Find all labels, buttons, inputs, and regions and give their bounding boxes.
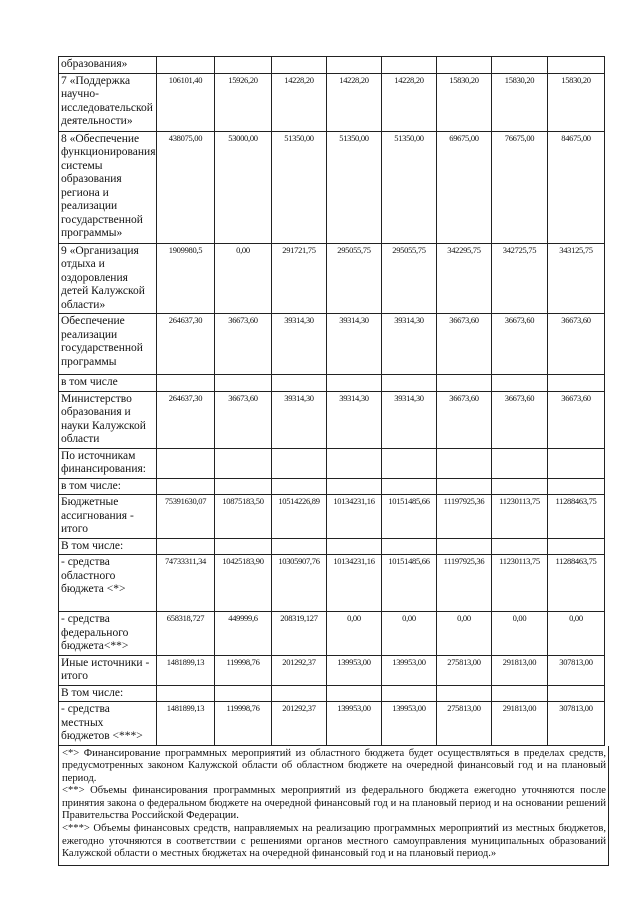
value-cell [215,478,272,495]
value-cell [157,685,215,702]
row-label: По источникам финансирования: [59,448,157,478]
value-cell: 201292,37 [272,702,327,746]
value-cell: 51350,00 [272,131,327,243]
value-cell: 39314,30 [382,391,437,448]
value-cell: 0,00 [492,612,548,656]
footnotes [58,746,609,866]
value-cell: 10875183,50 [215,495,272,539]
value-cell: 11288463,75 [548,555,605,612]
value-cell: 119998,76 [215,702,272,746]
row-label: образования» [59,57,157,74]
row-label: Министерство образования и науки Калужской области [59,391,157,448]
table-row [59,375,605,392]
value-cell: 11288463,75 [548,495,605,539]
footnote-regional: <*> Финансирование программных мероприятий из областного бюджета будет осуществляться в пределах средств, предусмотренных законом Калужской области об областном бюджете на очередной финансовый год и на плановый период. [62,747,606,784]
row-label: - средства местных бюджетов <***> [59,702,157,746]
value-cell: 36673,60 [548,391,605,448]
value-cell: 106101,40 [157,73,215,131]
value-cell [157,57,215,74]
value-cell: 36673,60 [492,391,548,448]
table-row [59,73,605,131]
value-cell [492,685,548,702]
value-cell: 658318,727 [157,612,215,656]
document-page [58,56,604,866]
value-cell [215,685,272,702]
row-label: В том числе: [59,538,157,555]
value-cell: 139953,00 [382,655,437,685]
value-cell: 10151485,66 [382,495,437,539]
value-cell: 139953,00 [382,702,437,746]
value-cell: 10514226,89 [272,495,327,539]
value-cell: 15926,20 [215,73,272,131]
row-label: в том числе: [59,478,157,495]
value-cell [382,375,437,392]
value-cell [437,375,492,392]
value-cell [157,375,215,392]
value-cell [437,448,492,478]
row-label: Бюджетные ассигнования - итого [59,495,157,539]
row-label: в том числе [59,375,157,392]
value-cell: 291813,00 [492,655,548,685]
value-cell [157,448,215,478]
value-cell: 0,00 [548,612,605,656]
budget-table [58,56,605,746]
value-cell [492,538,548,555]
value-cell [272,685,327,702]
value-cell: 139953,00 [327,655,382,685]
value-cell: 201292,37 [272,655,327,685]
value-cell: 15830,20 [492,73,548,131]
value-cell: 295055,75 [327,243,382,314]
row-label: 8 «Обеспечение функционирования системы образования региона и реализации государственной программы» [59,131,157,243]
value-cell: 11197925,36 [437,495,492,539]
value-cell [382,538,437,555]
value-cell: 1909980,5 [157,243,215,314]
value-cell [548,478,605,495]
table-row [59,702,605,746]
value-cell: 0,00 [437,612,492,656]
value-cell: 0,00 [382,612,437,656]
value-cell [548,538,605,555]
value-cell: 69675,00 [437,131,492,243]
table-row [59,57,605,74]
value-cell [327,57,382,74]
table-row [59,495,605,539]
value-cell: 39314,30 [272,314,327,375]
table-row [59,612,605,656]
value-cell: 0,00 [327,612,382,656]
value-cell: 51350,00 [382,131,437,243]
row-label: 9 «Организация отдыха и оздоровления детей Калужской области» [59,243,157,314]
value-cell [437,685,492,702]
value-cell: 438075,00 [157,131,215,243]
value-cell: 14228,20 [382,73,437,131]
table-row [59,555,605,612]
value-cell: 342295,75 [437,243,492,314]
value-cell: 10151485,66 [382,555,437,612]
table-row [59,314,605,375]
value-cell: 36673,60 [437,391,492,448]
value-cell: 36673,60 [437,314,492,375]
value-cell: 208319,127 [272,612,327,656]
footnote-federal: <**> Объемы финансирования программных мероприятий из федерального бюджета ежегодно уточняются после принятия закона о федеральном бюджете на очередной финансовый год и на плановый период и на основании решений Правительства Российской Федерации. [62,785,606,822]
table-row [59,243,605,314]
value-cell [215,375,272,392]
value-cell [327,375,382,392]
value-cell: 10134231,16 [327,495,382,539]
value-cell [548,448,605,478]
table-row [59,685,605,702]
value-cell: 307813,00 [548,702,605,746]
value-cell: 291721,75 [272,243,327,314]
value-cell [382,478,437,495]
value-cell: 39314,30 [382,314,437,375]
value-cell: 1481899,13 [157,655,215,685]
value-cell: 15830,20 [548,73,605,131]
value-cell: 11230113,75 [492,555,548,612]
value-cell: 36673,60 [492,314,548,375]
value-cell: 36673,60 [548,314,605,375]
value-cell: 36673,60 [215,314,272,375]
value-cell: 14228,20 [327,73,382,131]
value-cell: 10425183,90 [215,555,272,612]
value-cell [157,538,215,555]
row-label: Иные источники - итого [59,655,157,685]
value-cell [215,538,272,555]
value-cell [157,478,215,495]
value-cell [215,448,272,478]
value-cell: 307813,00 [548,655,605,685]
value-cell [327,448,382,478]
table-row [59,538,605,555]
table-row [59,391,605,448]
value-cell: 449999,6 [215,612,272,656]
value-cell [437,57,492,74]
value-cell: 39314,30 [272,391,327,448]
value-cell [492,375,548,392]
table-row [59,655,605,685]
value-cell: 0,00 [215,243,272,314]
table-row [59,478,605,495]
value-cell [382,685,437,702]
value-cell: 275813,00 [437,655,492,685]
value-cell [492,57,548,74]
value-cell [327,538,382,555]
value-cell: 39314,30 [327,314,382,375]
value-cell: 291813,00 [492,702,548,746]
value-cell [548,685,605,702]
value-cell [272,478,327,495]
value-cell [272,448,327,478]
value-cell [272,538,327,555]
value-cell: 119998,76 [215,655,272,685]
value-cell [548,375,605,392]
value-cell [215,57,272,74]
row-label: В том числе: [59,685,157,702]
value-cell: 264637,30 [157,314,215,375]
value-cell: 11230113,75 [492,495,548,539]
value-cell: 343125,75 [548,243,605,314]
value-cell: 74733311,34 [157,555,215,612]
value-cell: 264637,30 [157,391,215,448]
value-cell [382,57,437,74]
value-cell: 36673,60 [215,391,272,448]
value-cell: 295055,75 [382,243,437,314]
value-cell: 14228,20 [272,73,327,131]
value-cell [382,448,437,478]
value-cell: 39314,30 [327,391,382,448]
value-cell [492,448,548,478]
value-cell [327,478,382,495]
value-cell: 76675,00 [492,131,548,243]
row-label: Обеспечение реализации государственной программы [59,314,157,375]
value-cell: 75391630,07 [157,495,215,539]
value-cell: 11197925,36 [437,555,492,612]
value-cell [492,478,548,495]
value-cell: 53000,00 [215,131,272,243]
value-cell: 139953,00 [327,702,382,746]
value-cell: 84675,00 [548,131,605,243]
row-label: - средства федерального бюджета<**> [59,612,157,656]
value-cell: 10305907,76 [272,555,327,612]
value-cell: 10134231,16 [327,555,382,612]
value-cell: 51350,00 [327,131,382,243]
value-cell: 15830,20 [437,73,492,131]
value-cell [437,538,492,555]
table-row [59,448,605,478]
row-label: 7 «Поддержка научно-исследовательской деятельности» [59,73,157,131]
value-cell [272,375,327,392]
value-cell: 342725,75 [492,243,548,314]
value-cell [327,685,382,702]
table-body [59,57,605,746]
value-cell [548,57,605,74]
value-cell: 275813,00 [437,702,492,746]
table-row [59,131,605,243]
value-cell [437,478,492,495]
row-label: - средства областного бюджета <*> [59,555,157,612]
value-cell: 1481899,13 [157,702,215,746]
footnote-local: <***> Объемы финансовых средств, направляемых на реализацию программных мероприятий из местных бюджетов, ежегодно уточняются в соответствии с решениями органов местного самоуправления муниципальных образований Калужской области о местных бюджетах на очередной финансовый год и на плановый период.» [62,823,606,860]
value-cell [272,57,327,74]
